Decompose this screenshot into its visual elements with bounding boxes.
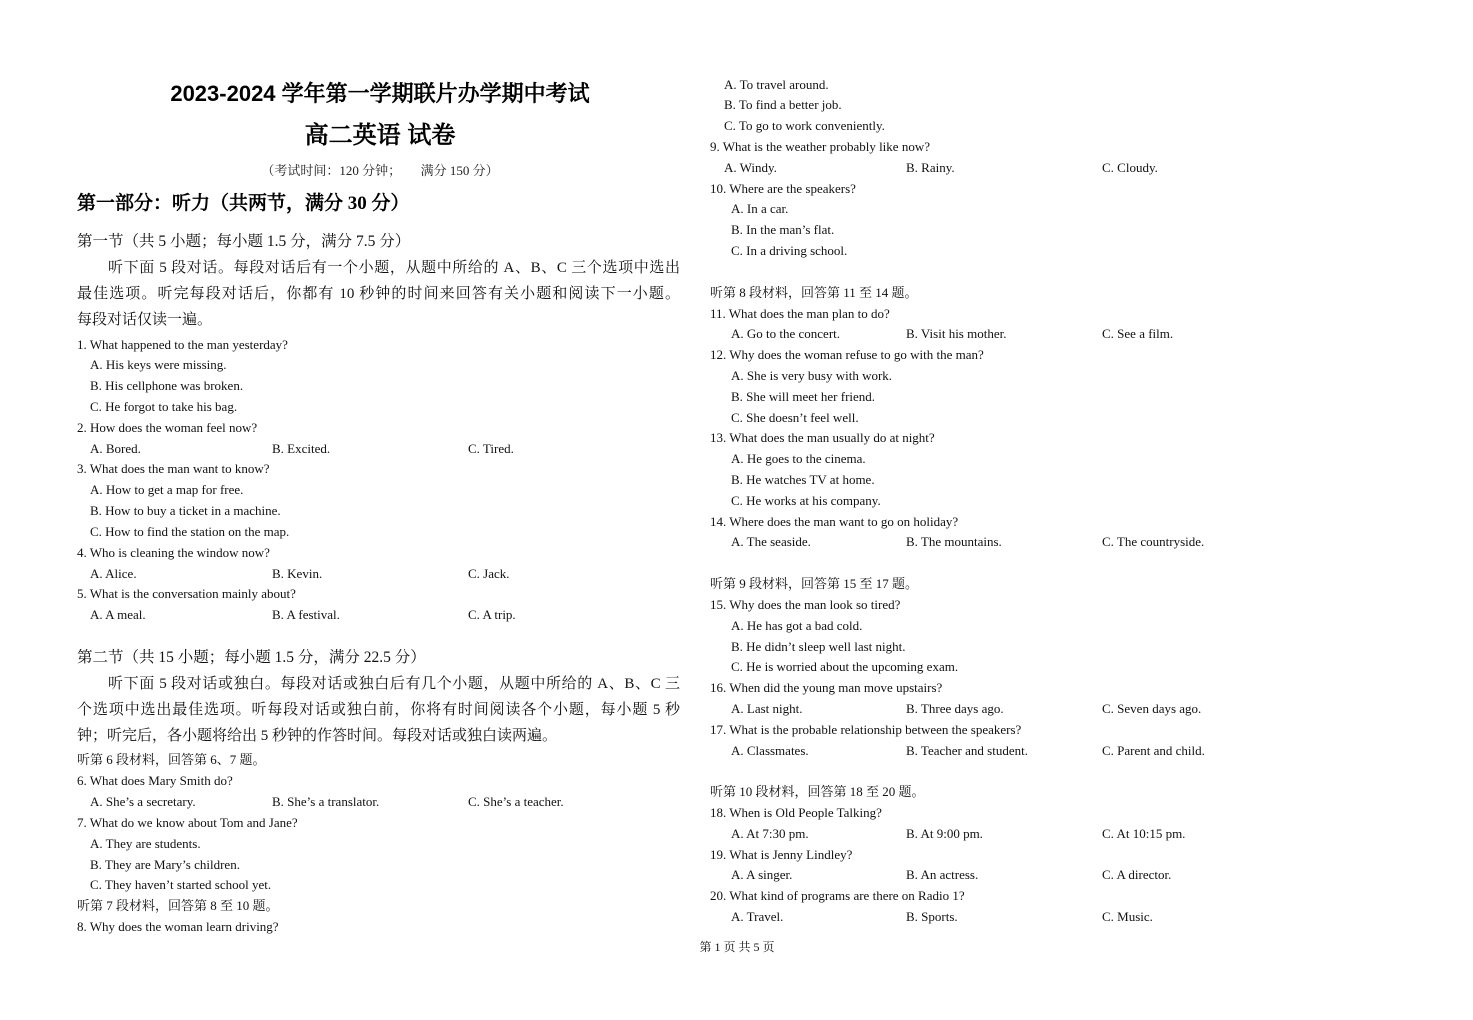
option-a: A. A meal. [90,607,146,623]
option-b: B. Excited. [272,440,331,456]
section2-heading: 第二节（共 15 小题；每小题 1.5 分，满分 22.5 分） [77,648,426,666]
question-stem: 1. What happened to the man yesterday? [77,336,288,352]
option-b: B. Visit his mother. [906,326,1007,342]
options-row [710,324,1410,345]
right-column [710,75,1410,928]
question-3 [77,459,683,542]
option-c: C. At 10:15 pm. [1102,825,1186,841]
option-b: B. He didn’t sleep well last night. [731,638,906,654]
question-13 [710,428,1410,511]
option-b: B. At 9:00 pm. [906,825,983,841]
question-7 [77,813,683,896]
option-a: A. Windy. [724,159,777,175]
option-c: C. The countryside. [1102,534,1205,550]
option-a: A. In a car. [731,201,789,217]
options-row [710,158,1410,179]
options-row [710,865,1410,886]
option-b: B. To find a better job. [724,97,842,113]
question-stem: 11. What does the man plan to do? [710,305,890,321]
question-16 [710,678,1410,720]
option-a: A. Bored. [90,440,141,456]
exam-subtitle: 高二英语 试卷 [304,122,456,149]
question-8 [77,917,683,938]
option-c: C. Cloudy. [1102,159,1158,175]
question-stem: 2. How does the woman feel now? [77,419,258,435]
blank-line [710,553,1410,574]
material-note-8: 听第 8 段材料，回答第 11 至 14 题。 [710,284,918,300]
option-c: C. He is worried about the upcoming exam. [731,659,959,675]
section2-directions-line: 个选项中选出最佳选项。听每段对话或独白前，你将有时间阅读各个小题，每小题 5 秒 [77,701,680,718]
options-row [77,792,683,813]
section1-directions-line: 听下面 5 段对话。每段对话后有一个小题，从题中所给的 A、B、C 三个选项中选出 [108,260,680,276]
option-a: A. The seaside. [731,534,811,550]
material-note-7: 听第 7 段材料，回答第 8 至 10 题。 [77,898,279,914]
question-14 [710,512,1410,554]
option-a: A. A singer. [731,867,793,883]
question-stem: 19. What is Jenny Lindley? [710,846,853,862]
material-note-9: 听第 9 段材料，回答第 15 至 17 题。 [710,576,919,592]
options-row [710,532,1410,553]
section1-directions-line: 最佳选项。听完每段对话后，你都有 10 秒钟的时间来回答有关小题和阅读下一小题。 [77,286,680,302]
options-row [710,907,1410,928]
option-b: B. The mountains. [906,534,1002,550]
option-b: B. He watches TV at home. [731,472,875,488]
option-b: B. An actress. [906,867,979,883]
option-c: C. He works at his company. [731,492,881,508]
option-b: B. Sports. [906,909,958,925]
section2-directions-line: 听下面 5 段对话或独白。每段对话或独白后有几个小题，从题中所给的 A、B、C 三 [108,675,680,692]
option-a: A. He goes to the cinema. [731,451,866,467]
material-note-6: 听第 6 段材料，回答第 6、7 题。 [77,752,266,768]
option-a: A. Go to the concert. [731,326,841,342]
option-c: C. In a driving school. [731,243,848,259]
option-a: A. They are students. [90,835,201,851]
options-row [77,564,683,585]
option-a: A. Classmates. [731,742,809,758]
question-20 [710,886,1410,928]
question-stem: 3. What does the man want to know? [77,461,270,477]
option-c: C. Music. [1102,909,1153,925]
page-number: 第 1 页 共 5 页 [699,940,775,954]
question-stem: 6. What does Mary Smith do? [77,773,233,789]
option-c: C. They haven’t started school yet. [90,877,272,893]
option-c: C. A trip. [468,607,516,623]
option-a: A. She is very busy with work. [731,367,893,383]
option-b: B. Rainy. [906,159,955,175]
option-c: C. To go to work conveniently. [724,118,885,134]
question-6 [77,771,683,813]
options-row [77,605,683,626]
option-a: A. Travel. [731,909,784,925]
question-12 [710,345,1410,428]
option-b: B. Three days ago. [906,700,1004,716]
option-c: C. Jack. [468,565,510,581]
option-a: A. She’s a secretary. [90,794,196,810]
option-c: C. He forgot to take his bag. [90,399,238,415]
section1-heading: 第一节（共 5 小题；每小题 1.5 分，满分 7.5 分） [77,233,411,250]
option-b: B. Teacher and student. [906,742,1028,758]
question-5 [77,584,683,626]
options-row [710,741,1410,762]
blank-line [710,761,1410,782]
question-stem: 7. What do we know about Tom and Jane? [77,814,298,830]
options-row [77,439,683,460]
question-stem: 20. What kind of programs are there on Radio 1? [710,888,965,904]
option-a: A. Alice. [90,565,137,581]
question-19 [710,845,1410,887]
question-stem: 5. What is the conversation mainly about? [77,586,296,602]
option-a: A. He has got a bad cold. [731,617,863,633]
section1-directions-line: 每段对话仅读一遍。 [77,312,213,328]
question-stem: 16. When did the young man move upstairs? [710,680,943,696]
option-b: B. She will meet her friend. [731,388,876,404]
option-c: C. A director. [1102,867,1172,883]
option-a: A. At 7:30 pm. [731,825,809,841]
option-a: A. His keys were missing. [90,357,227,373]
question-stem: 15. Why does the man look so tired? [710,596,901,612]
question-9 [710,137,1410,179]
question-stem: 18. When is Old People Talking? [710,805,882,821]
option-b: B. His cellphone was broken. [90,378,244,394]
question-4 [77,543,683,585]
option-b: B. She’s a translator. [272,794,380,810]
left-column [77,79,683,938]
option-b: B. They are Mary’s children. [90,856,240,872]
options-row [710,699,1410,720]
material-note-10: 听第 10 段材料，回答第 18 至 20 题。 [710,784,925,800]
question-stem: 4. Who is cleaning the window now? [77,544,270,560]
question-17 [710,720,1410,762]
question-stem: 13. What does the man usually do at night? [710,430,935,446]
question-stem: 12. Why does the woman refuse to go with the man? [710,347,984,363]
option-c: C. Seven days ago. [1102,700,1202,716]
option-b: B. How to buy a ticket in a machine. [90,503,281,519]
option-c: C. How to find the station on the map. [90,523,290,539]
question-stem: 17. What is the probable relationship between the speakers? [710,721,1022,737]
option-c: C. See a film. [1102,326,1174,342]
option-b: B. A festival. [272,607,340,623]
option-b: B. Kevin. [272,565,323,581]
question-18 [710,803,1410,845]
question-10 [710,179,1410,262]
option-a: A. How to get a map for free. [90,482,244,498]
option-c: C. Parent and child. [1102,742,1205,758]
option-c: C. She doesn’t feel well. [731,409,859,425]
question-stem: 8. Why does the woman learn driving? [77,918,279,934]
question-2 [77,418,683,460]
question-15 [710,595,1410,678]
part1-heading: 第一部分：听力（共两节，满分 30 分） [77,193,410,214]
option-b: B. In the man’s flat. [731,222,835,238]
exam-time-and-score: （考试时间：120 分钟； 满分 150 分） [261,163,499,178]
section2-directions-line: 钟；听完后，各小题将给出 5 秒钟的作答时间。每段对话或独白读两遍。 [77,727,558,744]
question-1 [77,335,683,418]
exam-title: 2023-2024 学年第一学期联片办学期中考试 [170,81,590,106]
options-row [710,824,1410,845]
option-c: C. Tired. [468,440,514,456]
question-stem: 14. Where does the man want to go on holiday? [710,513,959,529]
question-11 [710,304,1410,346]
option-c: C. She’s a teacher. [468,794,564,810]
question-8-options [710,75,1410,137]
blank-line [710,262,1410,283]
option-a: A. Last night. [731,700,803,716]
option-a: A. To travel around. [724,76,829,92]
question-stem: 9. What is the weather probably like now? [710,139,930,155]
question-stem: 10. Where are the speakers? [710,180,856,196]
